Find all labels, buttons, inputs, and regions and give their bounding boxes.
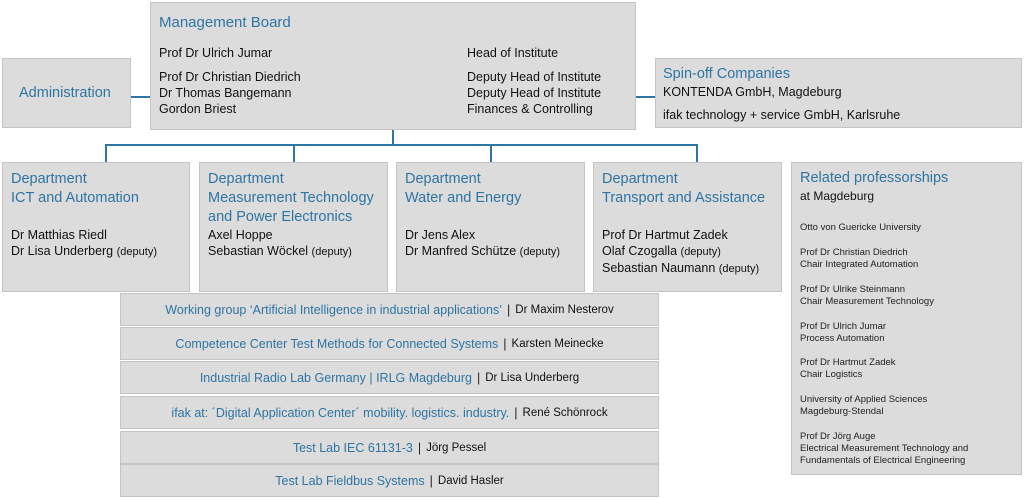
department-person [405, 227, 475, 244]
related-item-line: Chair Logistics [800, 369, 863, 380]
department-heading [208, 170, 388, 227]
department-ict-box [2, 162, 190, 292]
member-role: Finances & Controlling [467, 102, 593, 116]
department-name: ICT and Automation [11, 190, 139, 206]
member-name: Gordon Briest [159, 102, 237, 116]
member-role: Deputy Head of Institute [467, 86, 602, 100]
department-heading [405, 170, 585, 208]
group-separator: | [507, 302, 511, 317]
related-item [800, 247, 918, 271]
person-name: Sebastian Wöckel [208, 244, 309, 258]
group-person: Karsten Meinecke [511, 337, 604, 350]
department-label: Department [405, 171, 481, 187]
related-item [800, 394, 927, 418]
connector-dept-4 [696, 144, 698, 162]
group-name: Test Lab IEC 61131-3 [292, 440, 413, 455]
group-separator: | [476, 370, 481, 385]
department-person [208, 243, 352, 261]
department-person [602, 243, 721, 261]
member-name: Prof Dr Ulrich Jumar [159, 46, 273, 60]
related-item-line: Prof Dr Christian Diedrich [800, 247, 908, 258]
group-separator: | [417, 440, 422, 455]
related-item [800, 357, 896, 381]
person-name: Axel Hoppe [208, 228, 273, 242]
department-person [11, 243, 157, 261]
related-item-line: Magdeburg-Stendal [800, 406, 884, 417]
person-note: (deputy) [680, 246, 721, 258]
related-item-line: Process Automation [800, 333, 885, 344]
connector-dept-2 [293, 144, 295, 162]
related-item-line: Chair Integrated Automation [800, 259, 919, 270]
related-item-line: Chair Measurement Technology [800, 296, 934, 307]
related-item-line: Prof Dr Jörg Auge [800, 431, 876, 442]
member-name: Dr Thomas Bangemann [159, 86, 292, 100]
connector-admin [130, 96, 150, 98]
related-item-line: University of Applied Sciences [800, 394, 928, 405]
department-water-box [396, 162, 585, 292]
connector-dept-3 [490, 144, 492, 162]
working-group-row [120, 293, 659, 326]
department-person [11, 227, 107, 244]
person-name: Olaf Czogalla [602, 244, 678, 258]
group-person: René Schönrock [522, 406, 608, 419]
person-name: Dr Manfred Schütze [405, 244, 517, 258]
related-item-line: Prof Dr Ulrich Jumar [800, 321, 887, 332]
group-name: ifak at: ´Digital Application Center´ mobility. logistics. industry. [171, 405, 510, 420]
related-professorships-box [791, 162, 1022, 475]
group-separator: | [514, 405, 518, 420]
related-subtitle: at Magdeburg [800, 189, 875, 203]
department-transport-box [593, 162, 782, 292]
related-title: Related professorships [800, 170, 949, 186]
group-separator: | [503, 336, 507, 351]
group-person: Dr Maxim Nesterov [515, 303, 614, 316]
group-person: Dr Lisa Underberg [485, 371, 580, 384]
group-separator: | [429, 473, 433, 488]
group-name: Competence Center Test Methods for Connected Systems [175, 336, 499, 351]
spinoff-item: KONTENDA GmbH, Magdeburg [663, 85, 842, 99]
member-role: Head of Institute [467, 46, 559, 60]
related-item-line: Prof Dr Hartmut Zadek [800, 357, 896, 368]
related-item-line: Electrical Measurement Technology and [800, 443, 969, 454]
group-name: Industrial Radio Lab Germany | IRLG Magdeburg [199, 370, 472, 385]
person-name: Dr Jens Alex [405, 228, 476, 242]
group-person: Jörg Pessel [426, 441, 487, 454]
connector-board-down [392, 129, 394, 145]
department-label: Department [11, 171, 87, 187]
department-heading [602, 170, 782, 208]
person-name: Sebastian Naumann [602, 261, 716, 275]
department-person [602, 260, 759, 278]
working-group-row [120, 464, 659, 497]
person-note: (deputy) [519, 246, 561, 258]
related-item [800, 222, 921, 234]
person-name: Dr Lisa Underberg [11, 244, 114, 258]
management-board-title: Management Board [159, 14, 291, 31]
related-item-line: Otto von Guericke University [800, 222, 921, 233]
related-item [800, 431, 968, 467]
department-name: Transport and Assistance [602, 190, 766, 206]
working-group-row [120, 396, 659, 429]
group-name: Test Lab Fieldbus Systems [275, 473, 425, 488]
management-board-box [150, 2, 636, 130]
person-note: (deputy) [718, 263, 760, 275]
person-note: (deputy) [311, 246, 352, 258]
administration-title: Administration [19, 85, 111, 101]
group-name: Working group ‘Artificial Intelligence in industrial applications’ [165, 302, 503, 317]
connector-horizontal [105, 144, 698, 146]
department-label: Department [208, 171, 284, 187]
department-person [602, 227, 728, 244]
person-note: (deputy) [116, 246, 157, 258]
person-name: Prof Dr Hartmut Zadek [602, 228, 728, 242]
related-item-line: Fundamentals of Electrical Engineering [800, 455, 966, 466]
member-name: Prof Dr Christian Diedrich [159, 70, 301, 84]
department-name: Water and Energy [405, 190, 522, 206]
department-label: Department [602, 171, 678, 187]
department-name: Measurement Technology and Power Electronics [208, 190, 374, 225]
connector-spinoff [635, 96, 655, 98]
member-role: Deputy Head of Institute [467, 70, 602, 84]
department-measurement-box [199, 162, 388, 292]
spinoff-box [655, 58, 1022, 128]
spinoff-item: ifak technology + service GmbH, Karlsruhe [663, 108, 901, 122]
related-item-line: Prof Dr Ulrike Steinmann [800, 284, 906, 295]
working-group-row [120, 361, 659, 394]
person-name: Dr Matthias Riedl [11, 228, 107, 242]
related-item [800, 284, 934, 308]
related-item [800, 321, 886, 345]
working-group-row [120, 327, 659, 360]
department-heading [11, 170, 191, 208]
working-group-row [120, 431, 659, 464]
spinoff-title: Spin-off Companies [663, 66, 791, 82]
administration-box [2, 58, 131, 128]
department-person [405, 243, 560, 261]
group-person: David Hasler [437, 474, 504, 487]
connector-dept-1 [105, 144, 107, 162]
department-person [208, 227, 273, 244]
